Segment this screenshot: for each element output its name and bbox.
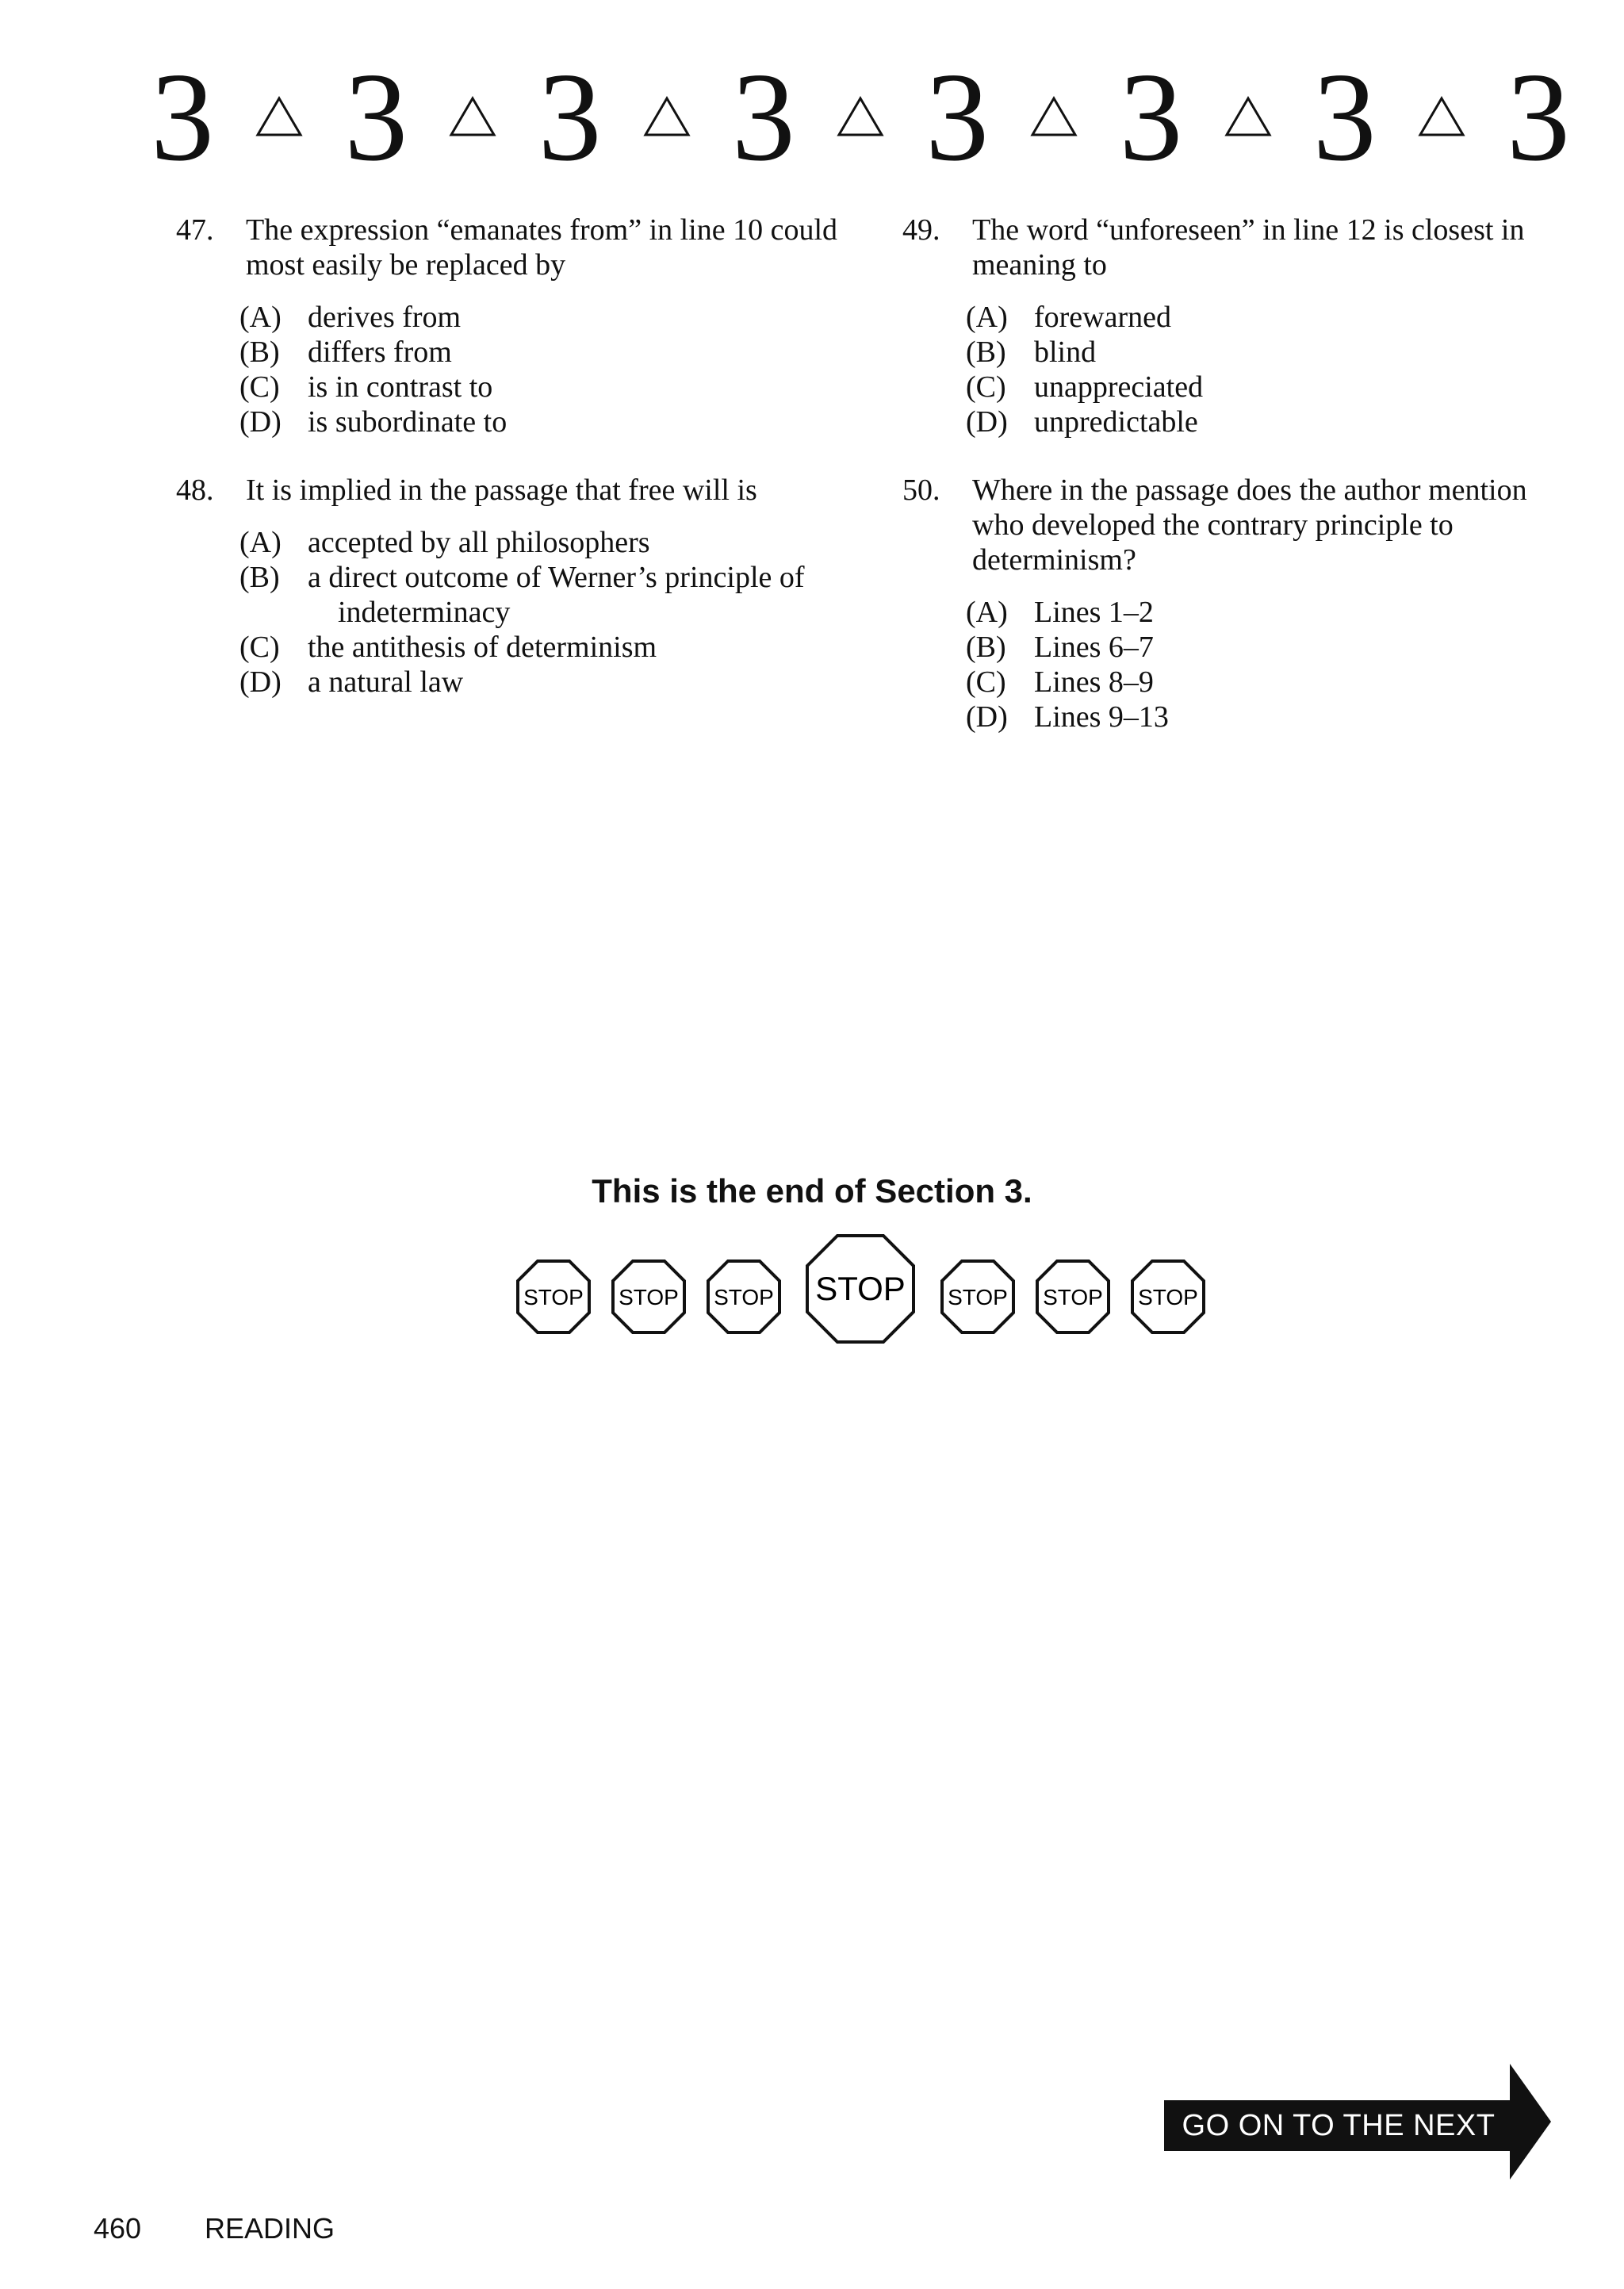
section-number: 3 (1119, 46, 1183, 187)
triangle-icon (1418, 96, 1465, 137)
option-text: Lines 1–2 (1034, 596, 1154, 629)
question-number: 48. (176, 474, 214, 507)
stop-sign-label: STOP (619, 1285, 679, 1309)
option-letter: (D) (239, 405, 282, 439)
option-text: a natural law (308, 665, 464, 699)
option-letter: (B) (239, 335, 280, 369)
option-letter: (C) (966, 665, 1006, 699)
question-50 (902, 473, 1568, 734)
stop-sign-icon-large (805, 1233, 916, 1344)
option-text: blind (1034, 335, 1097, 369)
option-text: forewarned (1034, 301, 1172, 334)
option-letter: (B) (239, 561, 280, 594)
question-number: 49. (902, 213, 940, 247)
answer-option[interactable] (966, 630, 1568, 665)
stop-sign-icon (1035, 1259, 1111, 1335)
section-number: 3 (1312, 46, 1377, 187)
stop-sign-label: STOP (948, 1285, 1008, 1309)
go-on-label: GO ON TO THE NEXT PAGE (1182, 2109, 1496, 2193)
footer-section-name: READING (205, 2212, 335, 2245)
section-number: 3 (731, 46, 795, 187)
answer-option[interactable] (966, 335, 1568, 370)
option-letter: (B) (966, 631, 1006, 664)
option-letter: (A) (239, 301, 282, 334)
option-letter: (D) (239, 665, 282, 699)
stop-sign-icon (706, 1259, 782, 1335)
stop-sign-label: STOP (714, 1285, 774, 1309)
right-arrow-icon (1507, 2062, 1554, 2181)
question-49 (902, 213, 1568, 439)
question-stem: It is implied in the passage that free will is (246, 474, 757, 507)
stop-signs-row (508, 1233, 1221, 1376)
end-of-section-message: This is the end of Section 3. (592, 1172, 1032, 1210)
stop-sign-label: STOP (1138, 1285, 1198, 1309)
option-letter: (C) (239, 631, 280, 664)
section-number: 3 (538, 46, 602, 187)
option-letter: (A) (966, 301, 1008, 334)
question-stem: The expression “emanates from” in line 10 could most easily be replaced by (246, 213, 838, 282)
page-number: 460 (94, 2212, 142, 2245)
stop-sign-icon (1130, 1259, 1206, 1335)
option-text: Lines 9–13 (1034, 700, 1169, 734)
question-stem: Where in the passage does the author mention who developed the contrary principle to determinism? (972, 474, 1527, 577)
triangle-icon (255, 96, 303, 137)
option-text: unappreciated (1034, 370, 1204, 404)
option-text: Lines 8–9 (1034, 665, 1154, 699)
stop-sign-label: STOP (523, 1285, 584, 1309)
option-letter: (B) (966, 335, 1006, 369)
answer-option[interactable] (239, 335, 842, 370)
answer-option[interactable] (239, 665, 842, 700)
option-letter: (A) (966, 596, 1008, 629)
answer-option[interactable] (239, 405, 842, 439)
triangle-icon (837, 96, 884, 137)
option-text: accepted by all philosophers (308, 526, 650, 559)
answer-option[interactable] (966, 595, 1568, 630)
question-47 (176, 213, 842, 439)
triangle-icon (1030, 96, 1078, 137)
section-number: 3 (1506, 46, 1570, 187)
option-text: a direct outcome of Werner’s principle of indeterminacy (308, 561, 805, 629)
answer-option[interactable] (966, 300, 1568, 335)
question-number: 50. (902, 474, 940, 507)
option-letter: (D) (966, 405, 1008, 439)
left-column (176, 213, 842, 733)
stop-sign-icon (515, 1259, 592, 1335)
option-text: is in contrast to (308, 370, 493, 404)
option-letter: (C) (966, 370, 1006, 404)
option-text: unpredictable (1034, 405, 1198, 439)
answer-option[interactable] (966, 405, 1568, 439)
triangle-icon (643, 96, 691, 137)
section-header (151, 46, 1570, 187)
answer-option[interactable] (239, 300, 842, 335)
answer-option[interactable] (239, 370, 842, 405)
stop-sign-label: STOP (815, 1270, 906, 1307)
answer-option[interactable] (966, 665, 1568, 700)
option-text: differs from (308, 335, 452, 369)
option-letter: (C) (239, 370, 280, 404)
section-number: 3 (344, 46, 408, 187)
option-text: the antithesis of determinism (308, 631, 657, 664)
stop-sign-icon (611, 1259, 687, 1335)
answer-option[interactable] (239, 630, 842, 665)
option-text: derives from (308, 301, 462, 334)
triangle-icon (449, 96, 496, 137)
stop-sign-label: STOP (1043, 1285, 1103, 1309)
stop-sign-icon (940, 1259, 1016, 1335)
option-text: is subordinate to (308, 405, 508, 439)
section-number: 3 (151, 46, 214, 187)
answer-option[interactable] (966, 700, 1568, 734)
option-letter: (D) (966, 700, 1008, 734)
right-column (902, 213, 1568, 768)
option-letter: (A) (239, 526, 282, 559)
question-number: 47. (176, 213, 214, 247)
question-48 (176, 473, 842, 700)
answer-option[interactable] (966, 370, 1568, 405)
answer-option[interactable] (239, 525, 842, 560)
answer-option[interactable] (239, 560, 831, 630)
go-on-to-next-page-banner[interactable] (1164, 2062, 1561, 2193)
question-stem: The word “unforeseen” in line 12 is closest in meaning to (972, 213, 1525, 282)
section-number: 3 (925, 46, 990, 187)
option-text: Lines 6–7 (1034, 631, 1154, 664)
triangle-icon (1224, 96, 1272, 137)
